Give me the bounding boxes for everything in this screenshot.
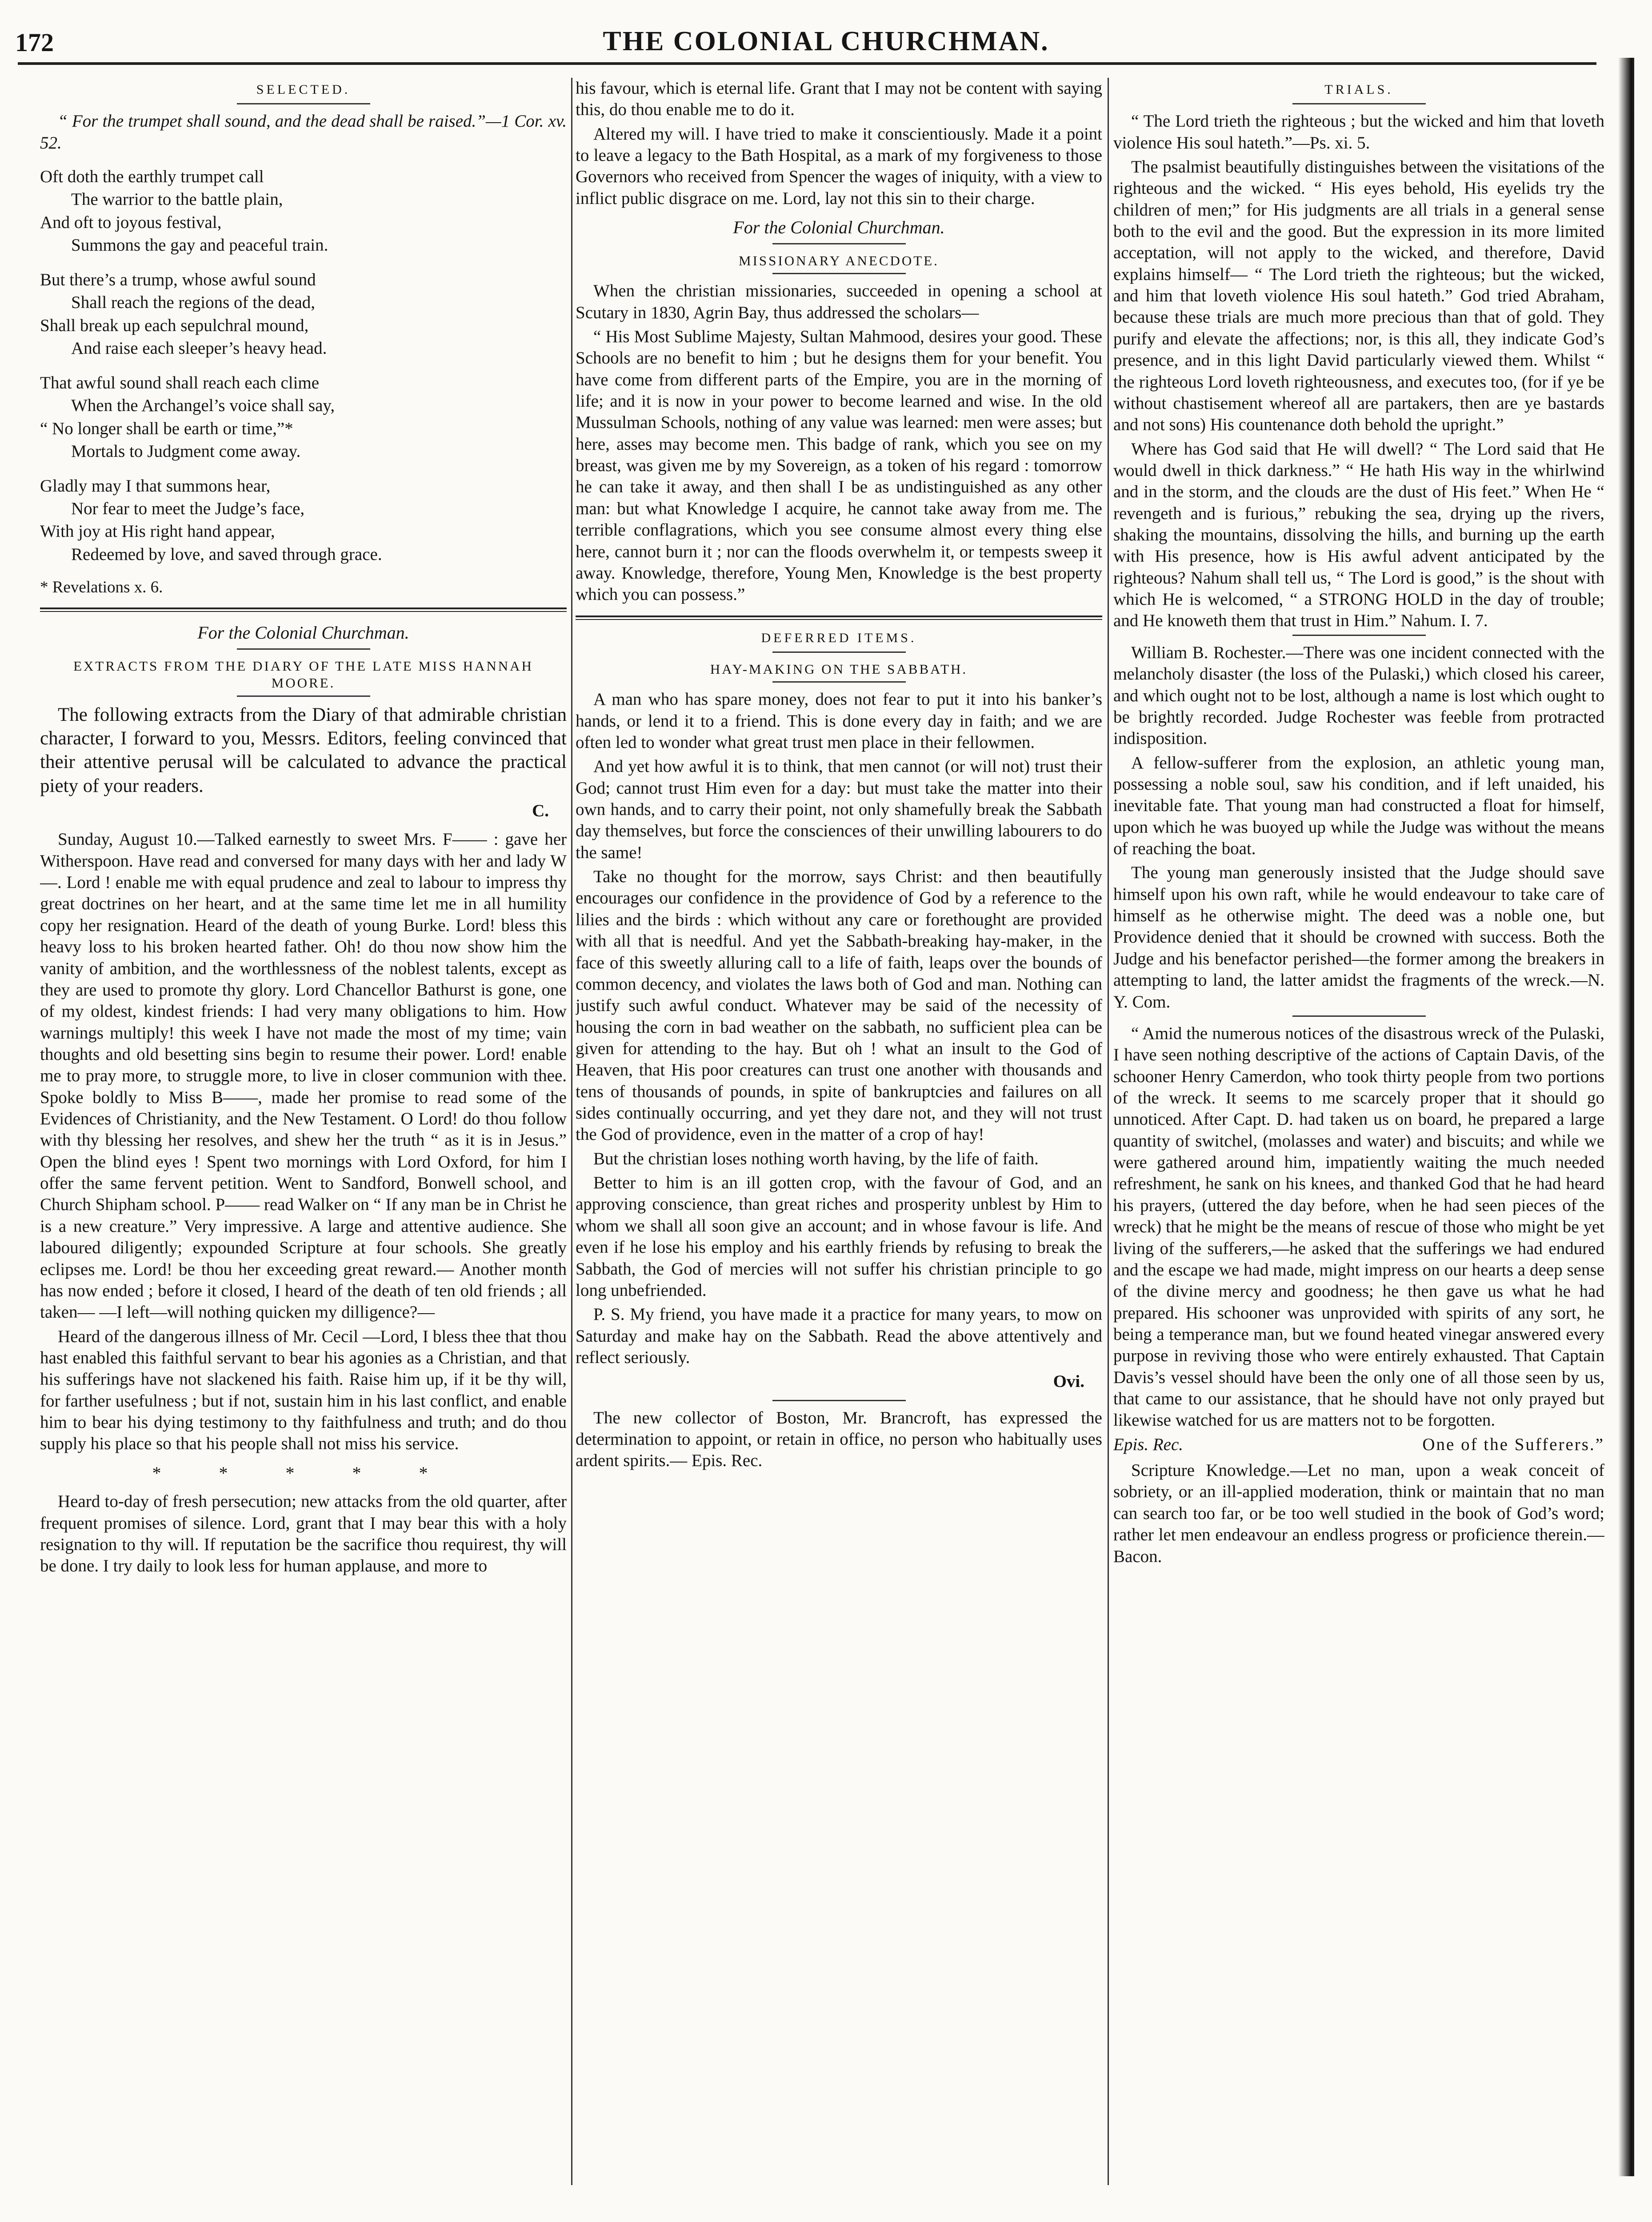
trials-heading: TRIALS.	[1324, 82, 1393, 97]
poem-line: And raise each sleeper’s heavy head.	[71, 339, 327, 358]
missionary-paragraph: When the christian missionaries, succeeded in opening a school at Scutary in 1830, Agrin Bay, thus addressed the scholars—	[576, 281, 1102, 322]
trials-paragraph: Where has God said that He will dwell? “ The Lord said that He would dwell in thick darkness.” “ He hath His way in the whirlwind and in the storm, and the clouds are the dust of His feet.” When He “ revengeth and is furious,” rebuking the sea, drying up the rivers, shaking the mountains, dissolving the hills, and burning up the earth with His presence, how is His awful advent anticipated by the righteous? Nahum shall tell us, “ The Lord is good,” is the shout with which He is welcomed, “ a STRONG HOLD in the day of trouble; and He knoweth them that trust in Him.” Nahum. I. 7.	[1113, 439, 1604, 631]
stanza-break	[40, 257, 567, 268]
column-1	[40, 78, 567, 2221]
diary-paragraph: Heard to-day of fresh persecution; new attacks from the old quarter, after frequent promises of silence. Lord, grant that I may bear this with a holy resignation to thy will. If reputation be the sacrifice thou requirest, thy will be done. I try daily to look less for human applause, and more to	[40, 1492, 567, 1576]
poem-line: Summons the gay and peaceful train.	[71, 236, 328, 255]
poem-line: But there’s a trump, whose awful sound	[40, 270, 316, 289]
heading-rule	[237, 695, 370, 697]
poem-line: Nor fear to meet the Judge’s face,	[71, 499, 305, 518]
poem-line: Redeemed by love, and saved through grace.	[71, 544, 382, 564]
column-2	[576, 78, 1102, 2221]
rochester-paragraph: The young man generously insisted that the Judge should save himself upon his own raft, while he would endeavour to take care of himself as he otherwise might. The deed was a noble one, but Providence denied that it should be crowned with success. Both the Judge and his benefactor perished—the former among the breakers in attempting to land, the latter amidst the fragments of the wreck.—N. Y. Com.	[1113, 863, 1604, 1011]
item-rule	[772, 1400, 906, 1401]
hay-paragraph: But the christian loses nothing worth having, by the life of faith.	[593, 1149, 1039, 1168]
poem-line: “ No longer shall be earth or time,”*	[40, 419, 293, 438]
extracts-intro: The following extracts from the Diary of that admirable christian character, I forward to you, Messrs. Editors, feeling convinced that their attentive perusal will be calculated to advance the practical piety of your readers.	[40, 704, 567, 796]
poem-line: That awful sound shall reach each clime	[40, 373, 320, 392]
hay-paragraph: A man who has spare money, does not fear to put it into his banker’s hands, or lend it to a friend. This is done every day in faith; and we are often led to wonder what great trust men place in their fellowmen.	[576, 690, 1102, 752]
poem-line: When the Archangel’s voice shall say,	[71, 396, 335, 416]
pulaski-source: Epis. Rec.	[1113, 1435, 1184, 1454]
column-divider-1	[571, 78, 572, 2185]
heading-rule	[772, 651, 906, 653]
extracts-heading: EXTRACTS FROM THE DIARY OF THE LATE MISS HANNAH MOORE.	[73, 658, 533, 691]
stanza-break	[40, 463, 567, 475]
poem-line: Gladly may I that summons hear,	[40, 476, 271, 496]
heading-rule	[772, 681, 906, 683]
postscript-signature: Ovi.	[1053, 1372, 1084, 1391]
poem	[40, 165, 567, 566]
page-header	[0, 0, 1652, 67]
pulaski-signature: One of the Sufferers.”	[1422, 1435, 1604, 1454]
rochester-paragraph: A fellow-sufferer from the explosion, an athletic young man, possessing a noble soul, saw his condition, and if left unaided, his inevitable fate. That young man had constructed a float for himself, upon which he was buoyed up while the Judge was without the means of reaching the boat.	[1113, 753, 1604, 859]
item-rule	[1292, 635, 1426, 636]
deferred-items-heading: DEFERRED ITEMS.	[761, 630, 917, 645]
trials-paragraph: The psalmist beautifully distinguishes between the visitations of the righteous and the wicked. “ His eyes behold, His eyelids try the children of men;” for His judgments are all trials in a general sense both to the evil and the good. But the expression in its more limited acceptation, will not apply to the wicked, and therefore, David explains himself— “ The Lord trieth the righteous; but the wicked, and him that loveth violence His soul hateth.” God tried Abraham, because these trials are much more precious than that of gold. They purify and elevate the affections; nor, is this all, they indicate God’s presence, and in this light David particularly viewed them. Whilst “ the righteous Lord loveth righteousness, and executes too, (for if ye be without chastisement whereof all are partakers, then are ye bastards and not sons) His countenance doth behold the upright.”	[1113, 157, 1604, 435]
boston-collector-item: The new collector of Boston, Mr. Brancroft, has expressed the determination to appoint, or retain in office, no person who habitually uses ardent spirits.— Epis. Rec.	[576, 1408, 1102, 1471]
poem-line: Mortals to Judgment come away.	[71, 442, 301, 461]
intro-signature: C.	[532, 801, 549, 820]
page-number: 172	[15, 28, 54, 57]
diary-paragraph: Sunday, August 10.—Talked earnestly to sweet Mrs. F—— : gave her Witherspoon. Have read and conversed for many days with her and lady W—. Lord ! enable me with equal prudence and zeal to labour to impress thy great doctrines on her heart, and at the same time let me in all humility copy her resignation. Heard of the death of young Burke. Lord! bless this heavy loss to his broken hearted father. Oh! do thou now show him the vanity of ambition, and the worthlessness of the noblest talents, except as they are used to promote thy glory. Lord Chancellor Bathurst is gone, one of my oldest, kindest friends: I had very many obligations to him. How warnings multiply! this week I have not made the most of my time; vain thoughts and old besetting sins begin to resume their power. Lord! enable me to pray more, to struggle more, to live in closer communion with thee. Spoke boldly to Miss B——, made her promise to read some of the Evidences of Christianity, and the New Testament. O Lord! do thou follow with thy blessing her resolves, and shew her the truth “ as it is in Jesus.” Open the blind eyes ! Spent two mornings with Lord Oxford, for him I offer the same fervent petition. Went to Sandford, Bonwell school, and Church Shipham school. P—— read Walker on “ If any man be in Christ he is a new creature.” Very impressive. A large and attentive audience. She laboured diligently; expounded Scripture at four schools. She greatly eclipses me. Lord! be thou her exceeding great reward.— Another month has now ended ; before it closed, I heard of the death of ten old friends ; all taken— —I left—will nothing quicken my dilligence?—	[40, 830, 567, 1322]
poem-footnote: * Revelations x. 6.	[40, 578, 163, 597]
pulaski-paragraph: “ Amid the numerous notices of the disastrous wreck of the Pulaski, I have seen nothing descriptive of the actions of Captain Davis, of the schooner Henry Camerdon, who took thirty people from two portions of the wreck. It seems to me scarcely proper that it should go unnoticed. After Capt. D. had taken us on board, he prepared a large quantity of switchel, (molasses and water) and biscuits; and while we were gathered around him, impatiently waiting the much needed refreshment, he sank on his knees, and thanked God that he had heard his prayers, (uttered the day before, when he had seen pieces of the wreck) that he might be the means of rescue of those who might be yet living of the sufferers,—he asked that the sufferings we had endured and the escape we had made, might impress on our hearts a deep sense of the divine mercy and goodness; he then gave us what he had prepared. His schooner was unprovided with spirits of any sort, he being a temperance man, but we found heated vinegar answered every purpose in reviving those who were entirely exhausted. That Captain Davis’s vessel should have been the only one of all those seen by us, that came to our assistance, that he should have not only prayed but likewise watched for us are matters not to be forgotten.	[1113, 1023, 1604, 1430]
page-edge-shadow	[1618, 58, 1634, 2176]
for-colonial-churchman-heading: For the Colonial Churchman.	[733, 217, 945, 238]
poem-line: And oft to joyous festival,	[40, 212, 222, 232]
scripture-knowledge-paragraph: Scripture Knowledge.—Let no man, upon a weak conceit of sobriety, or an ill-applied moderation, think or maintain that no man can search too far, or be too well studied in the book of God’s word; rather let men endeavour an endless progress or proficience therein.—Bacon.	[1113, 1461, 1604, 1566]
pulaski-attribution	[1113, 1434, 1604, 1455]
rochester-paragraph: William B. Rochester.—There was one incident connected with the melancholy disaster (the loss of the Pulaski,) which closed his career, and which ought not to be lost, although a name is lost which ought to be brightly recorded. Judge Rochester was feeble from protracted indisposition.	[1113, 643, 1604, 748]
heading-rule	[772, 243, 906, 244]
poem-epigraph: “ For the trumpet shall sound, and the dead shall be raised.”—1 Cor. xv. 52.	[40, 112, 567, 152]
column-3	[1113, 78, 1604, 2221]
poem-line: With joy at His right hand appear,	[40, 522, 275, 541]
paper-title: THE COLONIAL CHURCHMAN.	[603, 26, 1049, 56]
hay-paragraph: And yet how awful it is to think, that men cannot (or will not) trust their God; cannot trust Him even for a day: but must take the matter into their own hands, and to carry their point, not only shamefully break the Sabbath day themselves, but force the consciences of their unwilling labourers to do the same!	[576, 757, 1102, 862]
hay-postscript: P. S. My friend, you have made it a practice for many years, to mow on Saturday and make hay on the Sabbath. Read the above attentively and reflect seriously.	[576, 1305, 1102, 1367]
hay-paragraph: Take no thought for the morrow, says Christ: and then beautifully encourages our confidence in the providence of God by a reference to the lilies and the birds : which without any care or forethought are provided with all that is needful. And yet the Sabbath-breaking hay-maker, in the face of this sweetly alluring call to a life of faith, leaps over the bounds of common decency, and violates the laws both of God and man. Nothing can justify such awful conduct. Whatever may be said of the necessity of housing the corn in bad weather on the sabbath, no sufficient plea can be given for attending to the hay. But oh ! what an insult to the God of Heaven, that His poor creatures can trust one another with thousands and tens of thousands of pounds, in spite of bankruptcies and failures on all sides continually occurring, and yet they dare not, and they will not trust the God of providence, even in the matter of a crop of hay!	[576, 867, 1102, 1144]
selected-heading: SELECTED.	[256, 82, 351, 97]
section-stars: * * * * *	[152, 1463, 455, 1483]
column-divider-2	[1108, 78, 1109, 2185]
heading-rule	[1292, 103, 1426, 104]
stanza-break	[40, 360, 567, 372]
hay-making-heading: HAY-MAKING ON THE SABBATH.	[710, 661, 968, 677]
missionary-heading: MISSIONARY ANECDOTE.	[739, 252, 939, 268]
poem-line: Shall break up each sepulchral mound,	[40, 316, 309, 335]
heading-rule	[237, 648, 370, 650]
section-rule	[576, 615, 1102, 620]
poem-line: The warrior to the battle plain,	[71, 190, 283, 209]
poem-line: Oft doth the earthly trumpet call	[40, 167, 264, 186]
section-rule	[40, 607, 567, 612]
diary-paragraph: Altered my will. I have tried to make it conscientiously. Made it a point to leave a legacy to the Bath Hospital, as a mark of my forgiveness to those Governors who received from Spencer the wages of iniquity, with a view to inflict public disgrace on me. Lord, lay not this sin to their charge.	[576, 124, 1102, 208]
missionary-paragraph: “ His Most Sublime Majesty, Sultan Mahmood, desires your good. These Schools are no benefit to him ; but he designs them for your benefit. You have come from different parts of the Empire, you are in the morning of life; and it is now in your power to become learned and wise. In the old Mussulman Schools, nothing of any value was learned: men were asses; but here, asses may become men. This badge of rank, which you see on my breast, was given me by my Sovereign, as a token of his regard : tomorrow he can take it away, and then shall I be as undistinguished as any other man: but what Knowledge I acquire, he cannot take away from me. The terrible conflagrations, which you see consume almost every thing else here, cannot burn it ; nor can the floods overwhelm it, or tempests sweep it away. Knowledge, therefore, Young Men, Knowledge is the best property which you can possess.”	[576, 327, 1102, 604]
header-rule	[18, 62, 1596, 65]
heading-rule	[772, 273, 906, 274]
poem-line: Shall reach the regions of the dead,	[71, 293, 316, 312]
heading-rule	[237, 103, 370, 104]
diary-paragraph: Heard of the dangerous illness of Mr. Cecil —Lord, I bless thee that thou hast enabled this faithful servant to bear his agonies as a Christian, and that his sufferings have not slackened his faith. Raise him up, if it be thy will, for farther usefulness ; but if not, sustain him in his last conflict, and enable him to bear his dying testimony to thy faithfulness and truth; and do thou supply his place so that his people shall not miss his service.	[40, 1327, 567, 1454]
diary-continuation: his favour, which is eternal life. Grant that I may not be content with saying this, do thou enable me to do it.	[576, 79, 1102, 120]
item-rule	[1292, 1015, 1426, 1017]
trials-paragraph: “ The Lord trieth the righteous ; but the wicked and him that loveth violence His soul hateth.”—Ps. xi. 5.	[1113, 112, 1604, 152]
for-colonial-churchman-heading: For the Colonial Churchman.	[197, 623, 409, 643]
hay-paragraph: Better to him is an ill gotten crop, with the favour of God, and an approving conscience, than great riches and prosperity unblest by Him to whom we shall all soon give an account; and in whose favour is life. And even if he lose his employ and his earthly friends by refusing to break the Sabbath, the God of mercies will not suffer his christian principle to go long unbefriended.	[576, 1173, 1102, 1300]
